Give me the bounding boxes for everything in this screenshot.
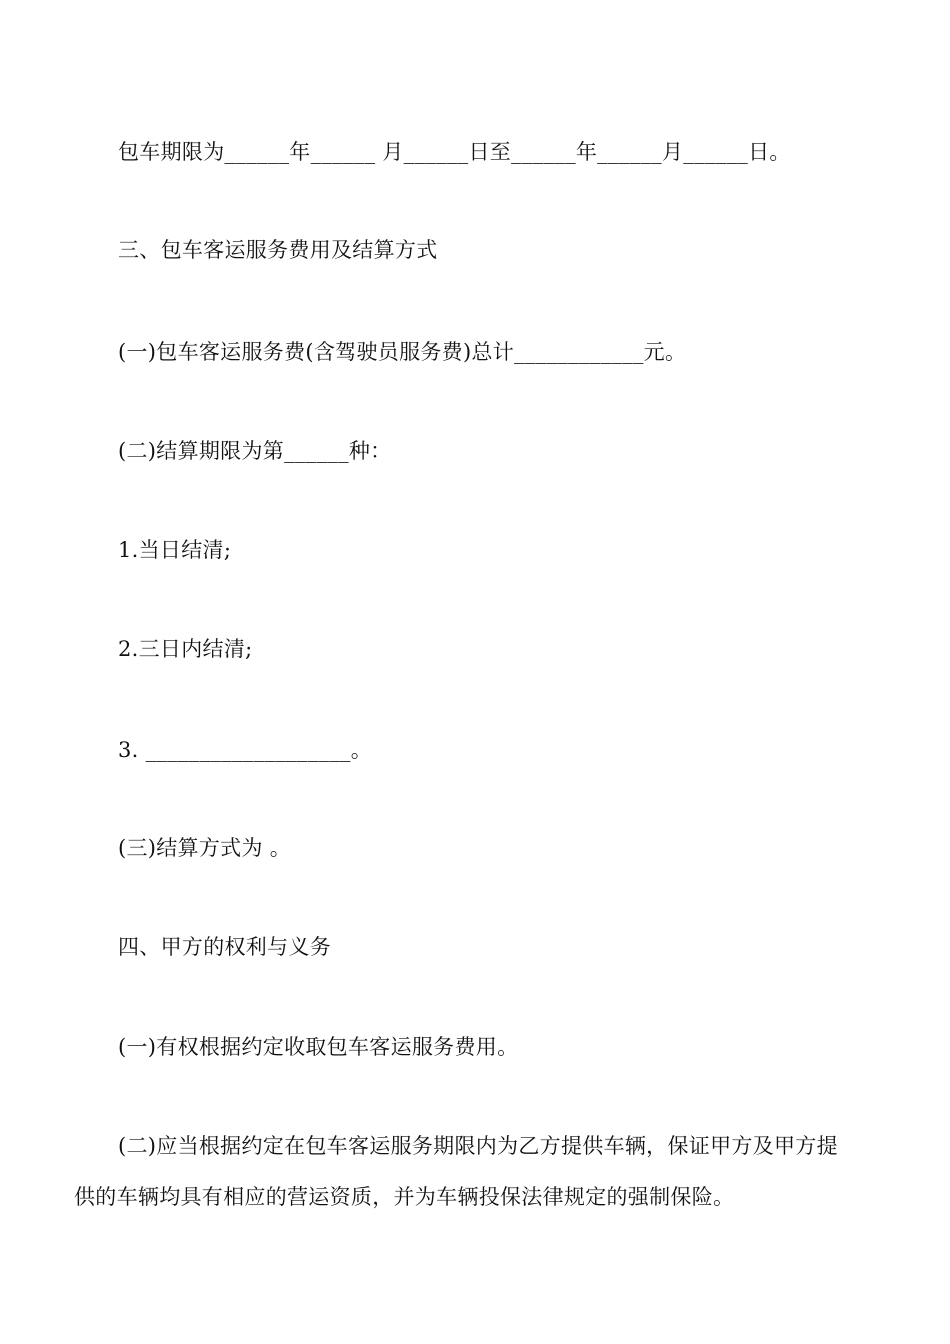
section-4-heading: 四、甲方的权利与义务 <box>118 935 331 959</box>
party-a-duty-2-line-1: (二)应当根据约定在包车客运服务期限内为乙方提供车辆，保证甲方及甲方提 <box>118 1134 838 1158</box>
option-2-line: 2.三日内结清; <box>118 637 253 661</box>
option-1-line: 1.当日结清; <box>118 538 232 562</box>
option-3-line: 3. ___________________。 <box>118 738 373 762</box>
settlement-method-line: (三)结算方式为 。 <box>118 836 292 860</box>
party-a-right-1-line: (一)有权根据约定收取包车客运服务费用。 <box>118 1035 519 1059</box>
settlement-period-line: (二)结算期限为第______种： <box>118 439 392 463</box>
party-a-duty-2-line-2: 供的车辆均具有相应的营运资质，并为车辆投保法律规定的强制保险。 <box>74 1185 735 1209</box>
section-3-heading: 三、包车客运服务费用及结算方式 <box>118 238 438 262</box>
charter-period-line: 包车期限为______年______ 月______日至______年______月______日。 <box>118 140 791 164</box>
service-fee-total-line: (一)包车客运服务费(含驾驶员服务费)总计____________元。 <box>118 340 687 364</box>
